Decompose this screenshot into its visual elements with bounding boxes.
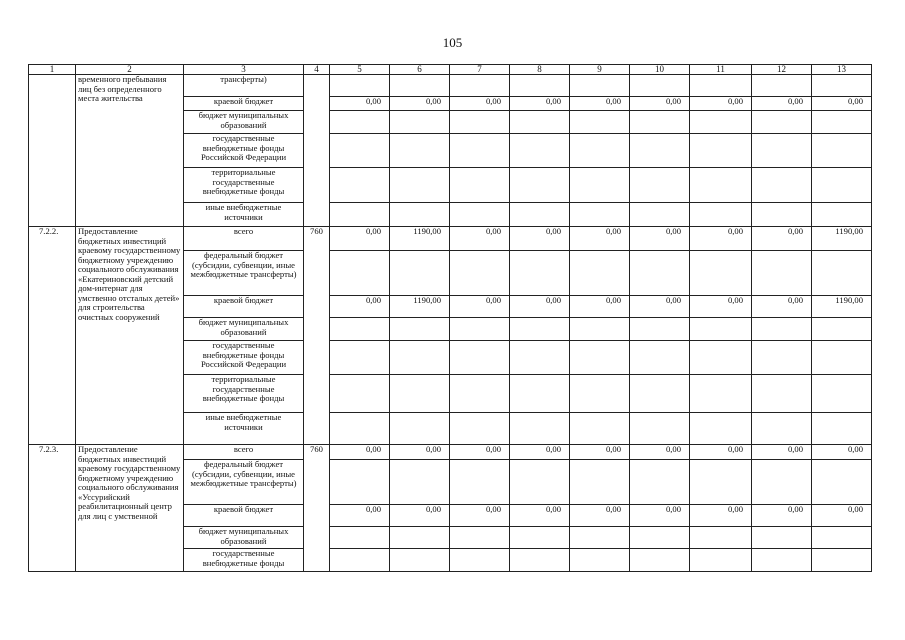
value-cell (450, 203, 510, 227)
value-cell: 0,00 (752, 97, 812, 111)
value-cell (570, 75, 630, 97)
value-cell (630, 341, 690, 375)
value-cell (690, 549, 752, 572)
value-cell (812, 341, 872, 375)
value-cell (570, 460, 630, 505)
value-cell: 0,00 (390, 97, 450, 111)
value-cell (390, 251, 450, 296)
value-cell (812, 460, 872, 505)
value-cell (812, 549, 872, 572)
value-cell: 0,00 (330, 227, 390, 251)
value-cell (690, 318, 752, 341)
value-cell (330, 203, 390, 227)
value-cell: 0,00 (630, 445, 690, 460)
item-col4 (304, 75, 330, 227)
value-cell: 0,00 (570, 505, 630, 527)
column-header: 1 (29, 65, 76, 75)
value-cell (450, 549, 510, 572)
value-cell (390, 75, 450, 97)
value-cell (570, 134, 630, 168)
value-cell (630, 318, 690, 341)
value-cell (812, 527, 872, 549)
item-code (29, 75, 76, 227)
value-cell: 0,00 (690, 227, 752, 251)
value-cell (752, 134, 812, 168)
funding-source: государственные внебюджетные фонды Российской Федерации (184, 341, 304, 375)
value-cell (752, 375, 812, 413)
value-cell (690, 168, 752, 203)
value-cell (330, 251, 390, 296)
column-header: 11 (690, 65, 752, 75)
column-header: 10 (630, 65, 690, 75)
value-cell (510, 251, 570, 296)
table-row (29, 445, 872, 460)
value-cell (690, 251, 752, 296)
value-cell (812, 318, 872, 341)
funding-source: федеральный бюджет (субсидии, субвенции, иные межбюджетные трансферты) (184, 251, 304, 296)
value-cell (690, 527, 752, 549)
funding-source: территориальные государственные внебюджетные фонды (184, 375, 304, 413)
value-cell (510, 75, 570, 97)
value-cell (330, 168, 390, 203)
value-cell (390, 341, 450, 375)
value-cell (330, 111, 390, 134)
value-cell (570, 341, 630, 375)
value-cell (450, 168, 510, 203)
value-cell (630, 203, 690, 227)
value-cell (752, 413, 812, 445)
value-cell: 0,00 (510, 505, 570, 527)
value-cell (390, 460, 450, 505)
value-cell: 1190,00 (390, 296, 450, 318)
header-row (29, 65, 872, 75)
value-cell (630, 168, 690, 203)
value-cell (630, 75, 690, 97)
value-cell (630, 111, 690, 134)
value-cell: 0,00 (330, 296, 390, 318)
value-cell: 0,00 (450, 227, 510, 251)
value-cell: 1190,00 (390, 227, 450, 251)
value-cell (330, 527, 390, 549)
value-cell (752, 111, 812, 134)
value-cell: 0,00 (690, 97, 752, 111)
funding-source: всего (184, 227, 304, 251)
value-cell (330, 134, 390, 168)
item-description: Предоставление бюджетных инвестиций краевому государственному бюджетному учреждению социального обслуживания «Екатериновский детский дом-интернат для умственно отсталых детей» для строительства очистных сооружений (76, 227, 184, 445)
item-col4: 760 (304, 445, 330, 572)
column-header: 12 (752, 65, 812, 75)
value-cell: 0,00 (450, 505, 510, 527)
value-cell (450, 375, 510, 413)
value-cell (690, 375, 752, 413)
value-cell (570, 549, 630, 572)
value-cell (510, 375, 570, 413)
value-cell (390, 527, 450, 549)
value-cell (450, 413, 510, 445)
value-cell (752, 251, 812, 296)
value-cell (752, 168, 812, 203)
value-cell (390, 549, 450, 572)
value-cell (330, 413, 390, 445)
value-cell (812, 168, 872, 203)
value-cell (630, 375, 690, 413)
funding-source: всего (184, 445, 304, 460)
value-cell (812, 251, 872, 296)
column-header: 8 (510, 65, 570, 75)
column-header: 13 (812, 65, 872, 75)
value-cell (450, 111, 510, 134)
value-cell: 0,00 (630, 296, 690, 318)
value-cell (510, 341, 570, 375)
item-col4: 760 (304, 227, 330, 445)
value-cell: 0,00 (450, 296, 510, 318)
value-cell (330, 460, 390, 505)
value-cell: 0,00 (630, 505, 690, 527)
value-cell (570, 318, 630, 341)
value-cell (630, 527, 690, 549)
value-cell: 0,00 (570, 227, 630, 251)
value-cell (630, 549, 690, 572)
value-cell (390, 318, 450, 341)
value-cell (510, 111, 570, 134)
value-cell: 0,00 (570, 296, 630, 318)
value-cell (570, 251, 630, 296)
value-cell (510, 168, 570, 203)
table-row (29, 227, 872, 251)
value-cell (752, 341, 812, 375)
value-cell (330, 318, 390, 341)
value-cell: 0,00 (510, 97, 570, 111)
table-row (29, 75, 872, 97)
value-cell (330, 549, 390, 572)
value-cell (752, 527, 812, 549)
funding-source: бюджет муниципальных образований (184, 527, 304, 549)
value-cell: 0,00 (812, 445, 872, 460)
value-cell (752, 203, 812, 227)
funding-source: государственные внебюджетные фонды (184, 549, 304, 572)
funding-source: государственные внебюджетные фонды Российской Федерации (184, 134, 304, 168)
value-cell (450, 251, 510, 296)
value-cell (450, 75, 510, 97)
funding-source: краевой бюджет (184, 505, 304, 527)
value-cell: 0,00 (630, 97, 690, 111)
value-cell: 0,00 (752, 505, 812, 527)
value-cell (752, 75, 812, 97)
column-header: 6 (390, 65, 450, 75)
value-cell (690, 111, 752, 134)
value-cell (690, 413, 752, 445)
value-cell: 0,00 (330, 97, 390, 111)
funding-source: краевой бюджет (184, 97, 304, 111)
value-cell (390, 134, 450, 168)
value-cell: 1190,00 (812, 227, 872, 251)
value-cell (570, 375, 630, 413)
value-cell (690, 460, 752, 505)
value-cell: 0,00 (812, 505, 872, 527)
value-cell (812, 111, 872, 134)
column-header: 7 (450, 65, 510, 75)
value-cell (510, 318, 570, 341)
value-cell: 0,00 (450, 445, 510, 460)
value-cell (690, 341, 752, 375)
value-cell (570, 111, 630, 134)
funding-source: трансферты) (184, 75, 304, 97)
value-cell (390, 168, 450, 203)
column-header: 2 (76, 65, 184, 75)
value-cell (390, 375, 450, 413)
value-cell (812, 203, 872, 227)
value-cell (510, 134, 570, 168)
value-cell (570, 527, 630, 549)
value-cell: 0,00 (812, 97, 872, 111)
value-cell: 0,00 (330, 505, 390, 527)
value-cell: 0,00 (690, 445, 752, 460)
funding-source: территориальные государственные внебюджетные фонды (184, 168, 304, 203)
value-cell (390, 413, 450, 445)
budget-table (28, 64, 872, 572)
value-cell (570, 203, 630, 227)
value-cell: 0,00 (690, 505, 752, 527)
value-cell (630, 134, 690, 168)
column-header: 4 (304, 65, 330, 75)
value-cell: 0,00 (630, 227, 690, 251)
value-cell: 1190,00 (812, 296, 872, 318)
column-header: 3 (184, 65, 304, 75)
funding-source: иные внебюджетные источники (184, 203, 304, 227)
value-cell: 0,00 (330, 445, 390, 460)
funding-source: федеральный бюджет (субсидии, субвенции, иные межбюджетные трансферты) (184, 460, 304, 505)
value-cell (570, 168, 630, 203)
value-cell (330, 341, 390, 375)
value-cell (330, 75, 390, 97)
value-cell (510, 203, 570, 227)
value-cell (752, 549, 812, 572)
value-cell: 0,00 (510, 227, 570, 251)
value-cell (450, 134, 510, 168)
value-cell (812, 413, 872, 445)
value-cell (690, 75, 752, 97)
value-cell: 0,00 (752, 296, 812, 318)
column-header: 9 (570, 65, 630, 75)
funding-source: бюджет муниципальных образований (184, 318, 304, 341)
value-cell (510, 527, 570, 549)
value-cell: 0,00 (450, 97, 510, 111)
value-cell: 0,00 (570, 445, 630, 460)
value-cell (690, 203, 752, 227)
value-cell (510, 549, 570, 572)
page-number: 105 (442, 35, 463, 50)
value-cell (510, 460, 570, 505)
value-cell (812, 134, 872, 168)
value-cell (690, 134, 752, 168)
value-cell (390, 111, 450, 134)
value-cell: 0,00 (752, 227, 812, 251)
item-code: 7.2.2. (29, 227, 76, 445)
value-cell: 0,00 (690, 296, 752, 318)
value-cell (812, 375, 872, 413)
item-code: 7.2.3. (29, 445, 76, 572)
column-header: 5 (330, 65, 390, 75)
funding-source: краевой бюджет (184, 296, 304, 318)
value-cell (450, 318, 510, 341)
value-cell: 0,00 (510, 296, 570, 318)
value-cell (450, 527, 510, 549)
value-cell (812, 75, 872, 97)
value-cell: 0,00 (752, 445, 812, 460)
value-cell (450, 460, 510, 505)
value-cell (630, 460, 690, 505)
value-cell (570, 413, 630, 445)
item-description: временного пребывания лиц без определенного места жительства (76, 75, 184, 227)
value-cell (752, 318, 812, 341)
value-cell (630, 251, 690, 296)
funding-source: бюджет муниципальных образований (184, 111, 304, 134)
value-cell (330, 375, 390, 413)
value-cell: 0,00 (510, 445, 570, 460)
value-cell (752, 460, 812, 505)
value-cell (390, 203, 450, 227)
value-cell (630, 413, 690, 445)
item-description: Предоставление бюджетных инвестиций краевому государственному бюджетному учреждению социального обслуживания «Уссурийский реабилитационный центр для лиц с умственной (76, 445, 184, 572)
value-cell (510, 413, 570, 445)
value-cell: 0,00 (390, 445, 450, 460)
value-cell: 0,00 (570, 97, 630, 111)
value-cell: 0,00 (390, 505, 450, 527)
funding-source: иные внебюджетные источники (184, 413, 304, 445)
value-cell (450, 341, 510, 375)
